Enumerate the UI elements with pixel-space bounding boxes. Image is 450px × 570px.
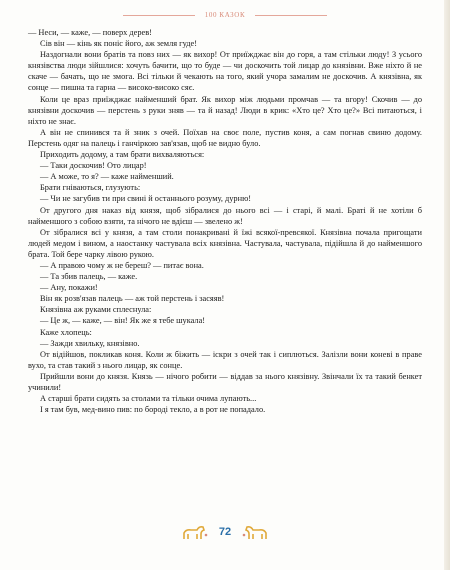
paragraph: От відійшов, покликав коня. Коли ж біжить — іскри з очей так і сиплються. Залізли вони коневі в праве вухо, та став такий з нього лицар, як сонце. <box>28 349 422 370</box>
story-text <box>28 27 422 415</box>
paragraph: — Таки доскочив! Ото лицар! <box>40 161 147 171</box>
paragraph: Приходить додому, а там брати вихваляються: <box>40 150 205 160</box>
page-footer <box>0 521 450 543</box>
paragraph: — Зажди хвильку, князівно. <box>40 338 140 348</box>
paragraph: — Неси, — каже, — поверх дерев! <box>28 28 152 37</box>
paragraph: — Ану, покажи! <box>40 283 98 293</box>
paragraph: От зібралися всі у князя, а там столи понакривані й їжі всякої-превсякої. Князівна почала пригощати людей медом і вином, а наостанку частувала всіх князівна. Частувала, частувала, підійшла й до найменшого брата. Той бере чарку лівою рукою. <box>28 227 422 259</box>
header-rule-right <box>255 15 327 16</box>
page-number: 72 <box>218 526 232 538</box>
paragraph: — Це ж, — каже, — він! Як же я тебе шукала! <box>40 316 206 326</box>
header-rule-left <box>123 15 195 16</box>
paragraph: Сів він — кінь як поніс його, аж земля гуде! <box>40 39 197 49</box>
page-edge <box>444 0 450 570</box>
running-header <box>0 6 450 24</box>
paragraph: — А може, то я? — каже найменший. <box>40 172 174 182</box>
paragraph: Брати гніваються, глузують: <box>40 183 141 193</box>
horse-ornament-icon <box>240 523 270 541</box>
paragraph: Прийшли вони до князя. Князь — нічого робити — віддав за нього князівну. Звінчали їх та такий бенкет учинили! <box>28 371 422 392</box>
horse-ornament-icon <box>180 523 210 541</box>
paragraph: Він як розв'язав палець — аж той перстень і засяяв! <box>40 294 225 304</box>
book-title: 100 КАЗОК <box>204 11 246 19</box>
paragraph: От другого дня наказ від князя, щоб зібралися до нього всі — і старі, й малі. Браті й не хотіли б найменшого з собою взяти, та нічого не вдієш — звелено ж! <box>28 205 422 226</box>
paragraph: Князівна аж руками сплеснула: <box>40 305 152 315</box>
paragraph: Наздогнали вони братів та повз них — як вихор! От приїжджає він до горя, а там стільки люду! З усього князівства люди зійшлися: хочуть бачити, що то буде — чи доскочить той лицар до князівни. Вже ніхто й не скаче — бачать, що не змога. Всі тільки й чекають на того, який учора замалим не доскочив. А князівна, як сонце — пишна та гарна — високо-високо сяє. <box>28 50 422 93</box>
paragraph: Коли це враз приїжджає найменший брат. Як вихор між людьми промчав — та вгору! Скочив — до князівни доскочив — перстень з руки зняв — та й назад! Люди в крик: «Хто це? Хто це?» Всі питаються, і ніхто не знає. <box>28 94 422 126</box>
paragraph: А старші брати сидять за столами та тільки очима лупають... <box>40 394 257 404</box>
paragraph: Каже хлопець: <box>40 327 92 337</box>
paragraph: А він не спинився та й зник з очей. Поїхав на своє поле, пустив коня, а сам погнав свиню додому. Перстень одяг на палець і ганчіркою зав'язав, щоб не видно було. <box>28 127 422 148</box>
paragraph: — Чи не загубив ти при свині й останнього розуму, дурню! <box>40 194 252 204</box>
paragraph: І я там був, мед-вино пив: по бороді текло, а в рот не попадало. <box>40 405 266 415</box>
paragraph: — Та збив палець, — каже. <box>40 272 138 282</box>
paragraph: — А правою чому ж не береш? — питає вона. <box>40 260 204 270</box>
